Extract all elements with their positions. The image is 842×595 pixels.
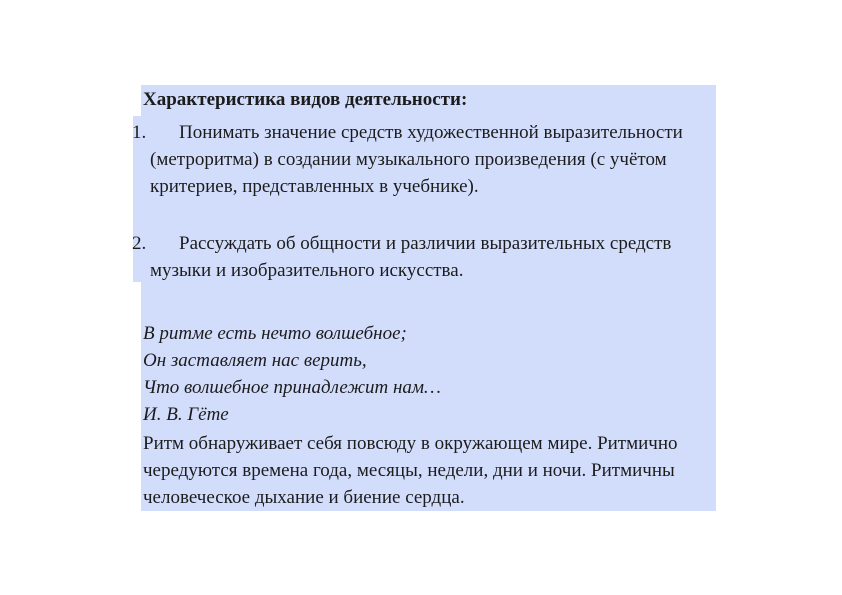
activity-heading: Характеристика видов деятельности: — [143, 89, 468, 110]
poem-line: Что волшебное принадлежит нам… — [143, 377, 441, 398]
poem-quote — [143, 320, 441, 428]
list-item-text: Понимать значение средств художественной выразительности (метроритма) в создании музыкального произведения (с учётом критериев, представленных в учебнике). — [150, 122, 683, 197]
poem-author: И. В. Гёте — [143, 404, 229, 425]
list-item — [132, 230, 702, 286]
list-item-number: 1. — [132, 122, 147, 143]
poem-line: В ритме есть нечто волшебное; — [143, 323, 407, 344]
poem-line: Он заставляет нас верить, — [143, 350, 367, 371]
list-item-number: 2. — [132, 233, 147, 254]
list-item-text: Рассуждать об общности и различии выразительных средств музыки и изобразительного искусства. — [150, 233, 672, 281]
list-item — [132, 119, 702, 229]
rhythm-paragraph: Ритм обнаруживает себя повсюду в окружающем мире. Ритмично чередуются времена года, месяцы, недели, дни и ночи. Ритмичны человеческое дыхание и биение сердца. — [143, 433, 678, 508]
